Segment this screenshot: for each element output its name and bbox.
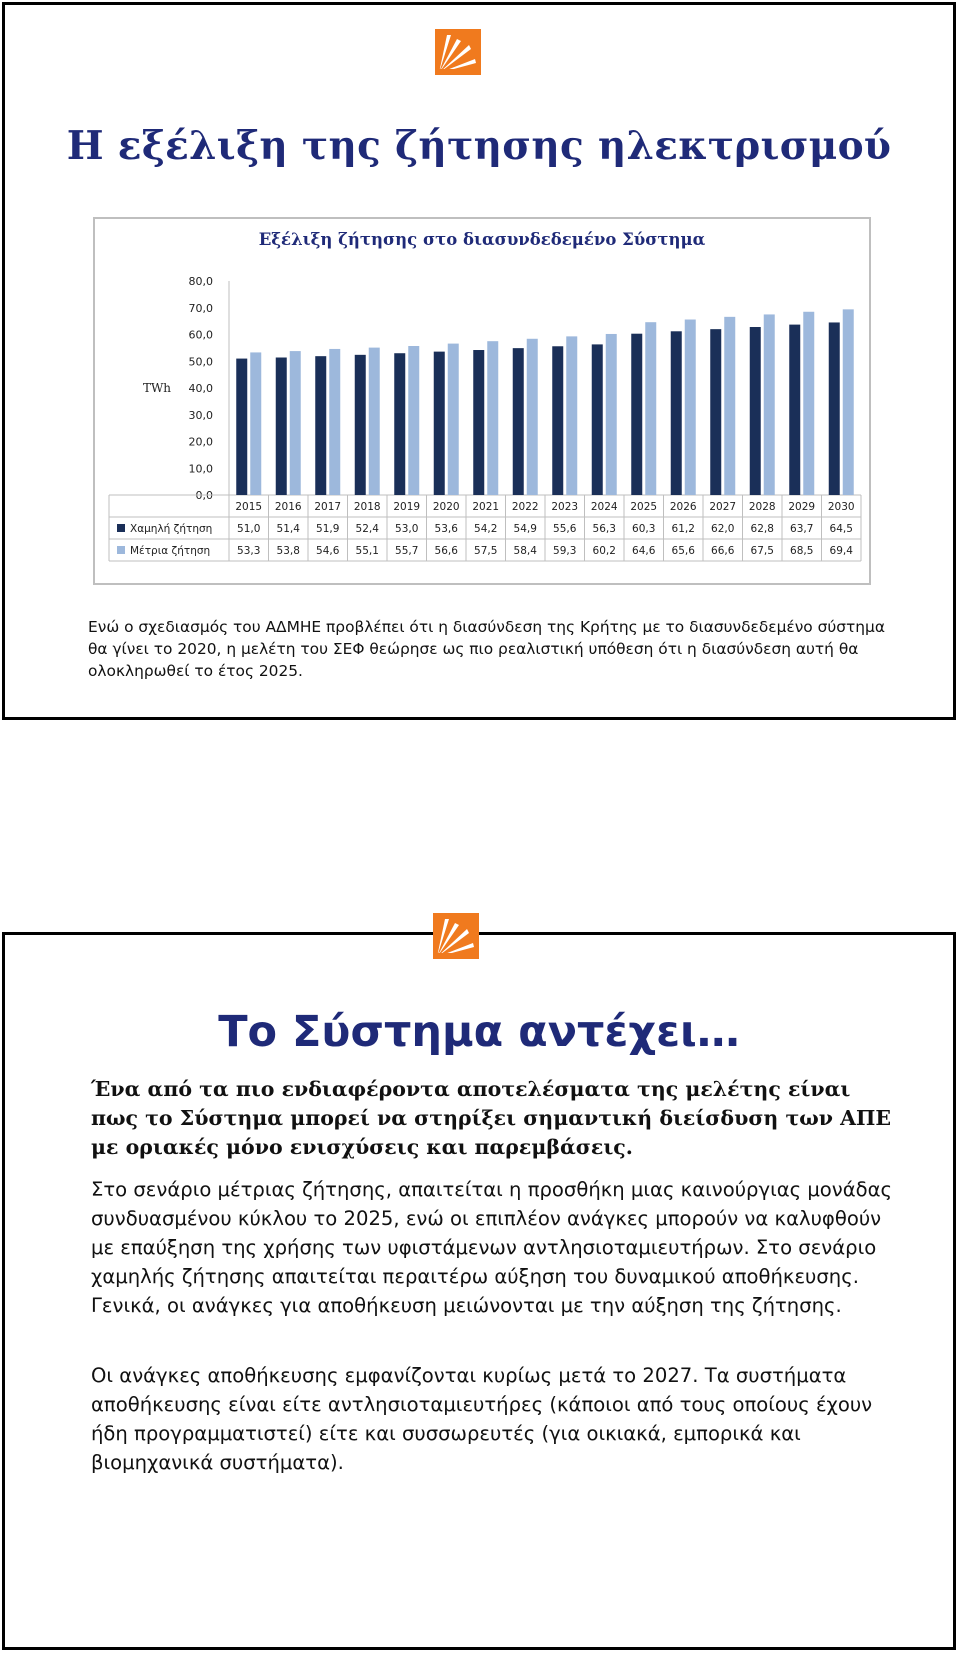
bar — [803, 312, 814, 495]
bar — [527, 339, 538, 495]
page-title: Η εξέλιξη της ζήτησης ηλεκτρισμού — [66, 123, 892, 169]
bar — [276, 358, 287, 495]
bar — [369, 348, 380, 495]
bar — [487, 341, 498, 495]
slide-demand-evolution — [2, 2, 956, 720]
x-tick-label: 2021 — [472, 501, 500, 513]
data-label: 54,9 — [513, 523, 537, 535]
legend-swatch — [117, 546, 125, 554]
y-tick-label: 60,0 — [188, 328, 213, 342]
bar — [710, 329, 721, 495]
y-axis-label: TWh — [142, 381, 172, 395]
bar — [513, 348, 524, 495]
legend-label: Χαμηλή ζήτηση — [130, 523, 213, 535]
bar — [724, 317, 735, 495]
sun-rays-logo — [433, 913, 479, 959]
bar — [631, 334, 642, 495]
x-tick-label: 2029 — [788, 501, 816, 513]
data-label: 55,1 — [355, 545, 379, 557]
bar — [552, 346, 563, 495]
data-label: 64,5 — [829, 523, 853, 535]
data-label: 62,8 — [750, 523, 774, 535]
y-tick-label: 40,0 — [188, 382, 213, 395]
x-tick-label: 2022 — [511, 501, 539, 513]
bar — [671, 331, 682, 495]
body-paragraph: Στο σενάριο μέτριας ζήτησης, απαιτείται η προσθήκη μιας καινούργιας μονάδας συνδυασμένου κύκλου το 2025, ενώ οι επιπλέον ανάγκες μπορούν να καλυφθούν με επαύξηση της χρήσης των υφιστάμενων αντλησιοταμιευτήρων. Στο σενάριο χαμηλής ζήτησης απαιτείται περαιτέρω αύξηση του δυναμικού αποθήκευσης. Γενικά, οι ανάγκες για αποθήκευση μειώνονται με την αύξηση της ζήτησης. — [91, 1178, 893, 1317]
y-tick-label: 70,0 — [188, 301, 213, 315]
bar — [355, 355, 366, 495]
legend-label: Μέτρια ζήτηση — [130, 545, 211, 557]
bar — [750, 327, 761, 495]
bar — [566, 336, 577, 495]
bar — [250, 352, 261, 495]
data-label: 57,5 — [474, 545, 498, 557]
demand-chart — [93, 217, 871, 585]
bar — [434, 352, 445, 495]
data-label: 53,3 — [237, 545, 261, 557]
bar — [408, 346, 419, 495]
chart-title: Εξέλιξη ζήτησης στο διασυνδεδεμένο Σύστημα — [258, 230, 706, 249]
y-tick-label: 0,0 — [195, 489, 213, 502]
x-tick-label: 2019 — [393, 501, 421, 513]
data-label: 51,0 — [237, 523, 261, 535]
x-tick-label: 2020 — [432, 501, 460, 513]
bar — [290, 351, 301, 495]
data-label: 67,5 — [750, 545, 774, 557]
data-label: 63,7 — [790, 523, 814, 535]
bar — [829, 322, 840, 495]
x-tick-label: 2015 — [235, 501, 263, 513]
data-label: 51,9 — [316, 523, 340, 535]
data-label: 52,4 — [355, 523, 379, 535]
data-label: 54,6 — [316, 545, 340, 557]
data-label: 53,8 — [276, 545, 300, 557]
data-label: 51,4 — [276, 523, 300, 535]
data-label: 64,6 — [632, 545, 656, 557]
sun-rays-logo — [435, 29, 481, 75]
bar — [606, 334, 617, 495]
data-label: 55,6 — [553, 523, 577, 535]
y-tick-label: 30,0 — [188, 408, 213, 422]
bar — [592, 344, 603, 495]
x-tick-label: 2018 — [353, 501, 381, 513]
data-label: 54,2 — [474, 523, 498, 535]
slide-system-withstands — [2, 932, 956, 1650]
bar — [315, 356, 326, 495]
x-tick-label: 2016 — [274, 501, 302, 513]
y-tick-label: 20,0 — [188, 435, 213, 449]
data-label: 61,2 — [671, 523, 695, 535]
bar — [236, 359, 247, 495]
y-tick-label: 10,0 — [188, 462, 213, 476]
bar — [843, 309, 854, 495]
lead-paragraph: Ένα από τα πιο ενδιαφέροντα αποτελέσματα της μελέτης είναι πως το Σύστημα μπορεί να στηρίξει σημαντική διείσδυση των ΑΠΕ με οριακές μόνο ενισχύσεις και παρεμβάσεις. — [91, 1077, 892, 1159]
data-label: 69,4 — [829, 545, 853, 557]
data-label: 68,5 — [790, 545, 814, 557]
data-label: 56,6 — [434, 545, 458, 557]
bar — [645, 322, 656, 495]
data-label: 56,3 — [592, 523, 616, 535]
data-label: 60,2 — [592, 545, 616, 557]
x-tick-label: 2024 — [590, 501, 618, 513]
page-title: Το Σύστημα αντέχει… — [218, 1007, 740, 1057]
bar — [789, 325, 800, 495]
data-label: 58,4 — [513, 545, 537, 557]
x-tick-label: 2028 — [748, 501, 776, 513]
data-label: 59,3 — [553, 545, 577, 557]
data-label: 53,6 — [434, 523, 458, 535]
y-tick-label: 50,0 — [188, 355, 213, 369]
x-tick-label: 2026 — [669, 501, 697, 513]
body-paragraph: Οι ανάγκες αποθήκευσης εμφανίζονται κυρίως μετά το 2027. Τα συστήματα αποθήκευσης είναι είτε αντλησιοταμιευτήρες (κάποιοι από τους οποίους έχουν ήδη προγραμματιστεί) είτε και συσσωρευτές (για οικιακά, εμπορικά και βιομηχανικά συστήματα). — [91, 1364, 873, 1474]
legend-swatch — [117, 524, 125, 532]
chart-caption: Ενώ ο σχεδιασμός του ΑΔΜΗΕ προβλέπει ότι η διασύνδεση της Κρήτης με το διασυνδεδεμένο σύστημα θα γίνει το 2020, η μελέτη του ΣΕΦ θεώρησε ως πιο ρεαλιστική υπόθεση ότι η διασύνδεση αυτή θα ολοκληρωθεί το έτος 2025. — [88, 618, 885, 680]
data-label: 53,0 — [395, 523, 419, 535]
data-label: 66,6 — [711, 545, 735, 557]
x-tick-label: 2025 — [630, 501, 658, 513]
data-label: 65,6 — [671, 545, 695, 557]
bar — [394, 353, 405, 495]
x-tick-label: 2027 — [709, 501, 737, 513]
x-tick-label: 2017 — [314, 501, 342, 513]
data-label: 60,3 — [632, 523, 656, 535]
x-tick-label: 2030 — [827, 501, 855, 513]
bar — [329, 349, 340, 495]
bar — [448, 344, 459, 495]
chart-canvas — [95, 219, 869, 583]
bar — [473, 350, 484, 495]
bar — [685, 320, 696, 495]
bar — [764, 314, 775, 495]
data-label: 62,0 — [711, 523, 735, 535]
data-label: 55,7 — [395, 545, 419, 557]
x-tick-label: 2023 — [551, 501, 579, 513]
y-tick-label: 80,0 — [188, 275, 213, 288]
